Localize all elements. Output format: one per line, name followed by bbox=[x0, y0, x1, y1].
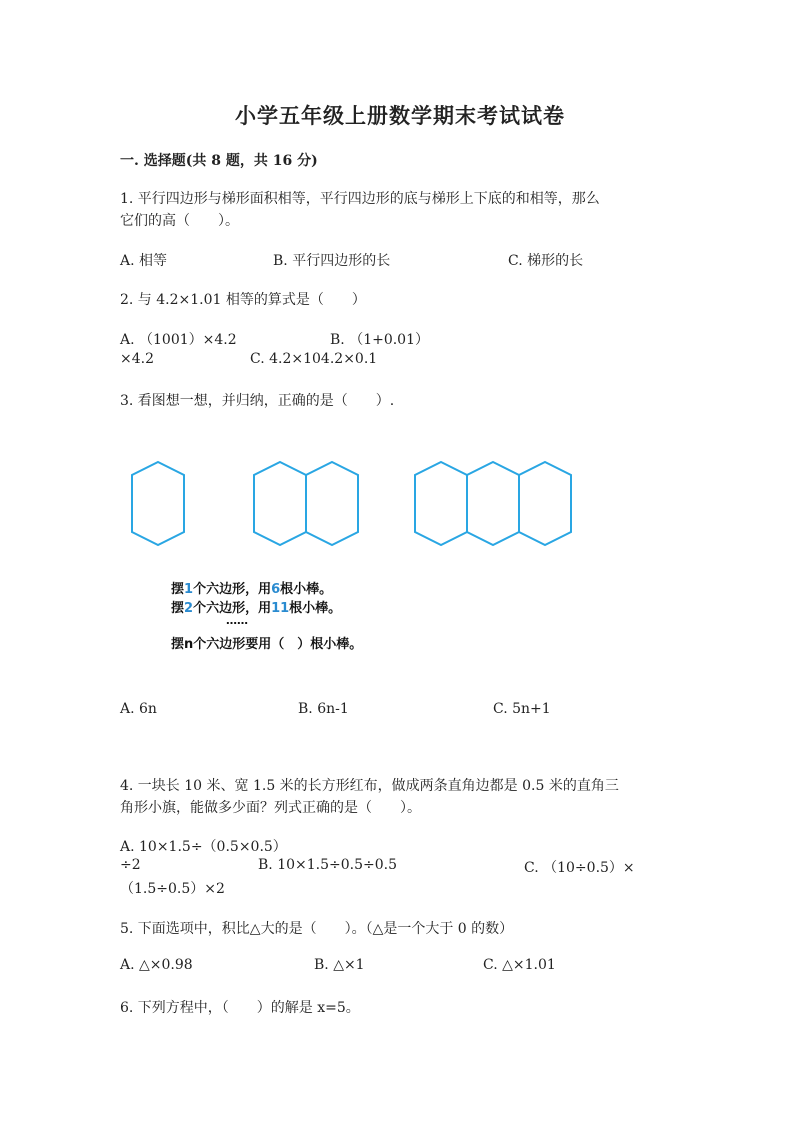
hexagon-group-3b bbox=[467, 462, 519, 545]
hexagon-group-2b bbox=[306, 462, 358, 545]
hexagon-group-3c bbox=[519, 462, 571, 545]
q2-option-c: C. 4.2×104.2×0.1 bbox=[250, 351, 378, 367]
q2-option-b: B. （1+0.01） bbox=[330, 332, 429, 348]
q3-option-c: C. 5n+1 bbox=[493, 701, 551, 717]
q5-stem: 5. 下面选项中，积比△大的是（ ）。（△是一个大于 0 的数） bbox=[120, 921, 514, 937]
q1-option-a: A. 相等 bbox=[120, 253, 168, 269]
figure-note-3: 摆n个六边形要用（ ）根小棒。 bbox=[171, 637, 363, 652]
q2-stem: 2. 与 4.2×1.01 相等的算式是（ ） bbox=[120, 292, 366, 308]
q2-option-b-cont: ×4.2 bbox=[120, 351, 154, 367]
hexagon-group-1 bbox=[132, 462, 184, 545]
figure-note-1: 摆1个六边形，用6根小棒。 bbox=[171, 582, 333, 597]
q3-option-a: A. 6n bbox=[120, 701, 157, 717]
section-heading: 一. 选择题(共 8 题，共 16 分) bbox=[120, 153, 318, 169]
q4-option-a-cont: ÷2 bbox=[120, 857, 141, 873]
q4-option-a: A. 10×1.5÷（0.5×0.5） bbox=[120, 839, 287, 855]
q1-stem-line2: 它们的高（ ）。 bbox=[120, 213, 239, 229]
q5-option-b: B. △×1 bbox=[314, 957, 365, 973]
hexagon-group-2a bbox=[254, 462, 306, 545]
q4-option-c-cont: （1.5÷0.5）×2 bbox=[120, 881, 225, 897]
q4-option-c: C. （10÷0.5）× bbox=[524, 860, 635, 876]
q2-option-a: A. （1001）×4.2 bbox=[120, 332, 237, 348]
q3-stem: 3. 看图想一想，并归纳，正确的是（ ）. bbox=[120, 393, 395, 409]
q4-option-b: B. 10×1.5÷0.5÷0.5 bbox=[258, 857, 397, 873]
q5-option-a: A. △×0.98 bbox=[120, 957, 193, 973]
figure-note-dots: …… bbox=[226, 614, 248, 627]
page-title: 小学五年级上册数学期末考试试卷 bbox=[235, 103, 565, 128]
q1-option-b: B. 平行四边形的长 bbox=[273, 253, 391, 269]
q5-option-c: C. △×1.01 bbox=[483, 957, 556, 973]
figure-note-2: 摆2个六边形，用11根小棒。 bbox=[171, 601, 342, 616]
q1-stem-line1: 1. 平行四边形与梯形面积相等，平行四边形的底与梯形上下底的和相等，那么 bbox=[120, 191, 600, 207]
q4-stem-line2: 角形小旗，能做多少面？列式正确的是（ ）。 bbox=[120, 800, 421, 816]
q6-stem: 6. 下列方程中，（ ）的解是 x=5。 bbox=[120, 1000, 360, 1016]
q4-stem-line1: 4. 一块长 10 米、宽 1.5 米的长方形红布，做成两条直角边都是 0.5 米的直角三 bbox=[120, 778, 619, 794]
q3-option-b: B. 6n-1 bbox=[298, 701, 349, 717]
q1-option-c: C. 梯形的长 bbox=[508, 253, 584, 269]
hexagon-group-3a bbox=[415, 462, 467, 545]
